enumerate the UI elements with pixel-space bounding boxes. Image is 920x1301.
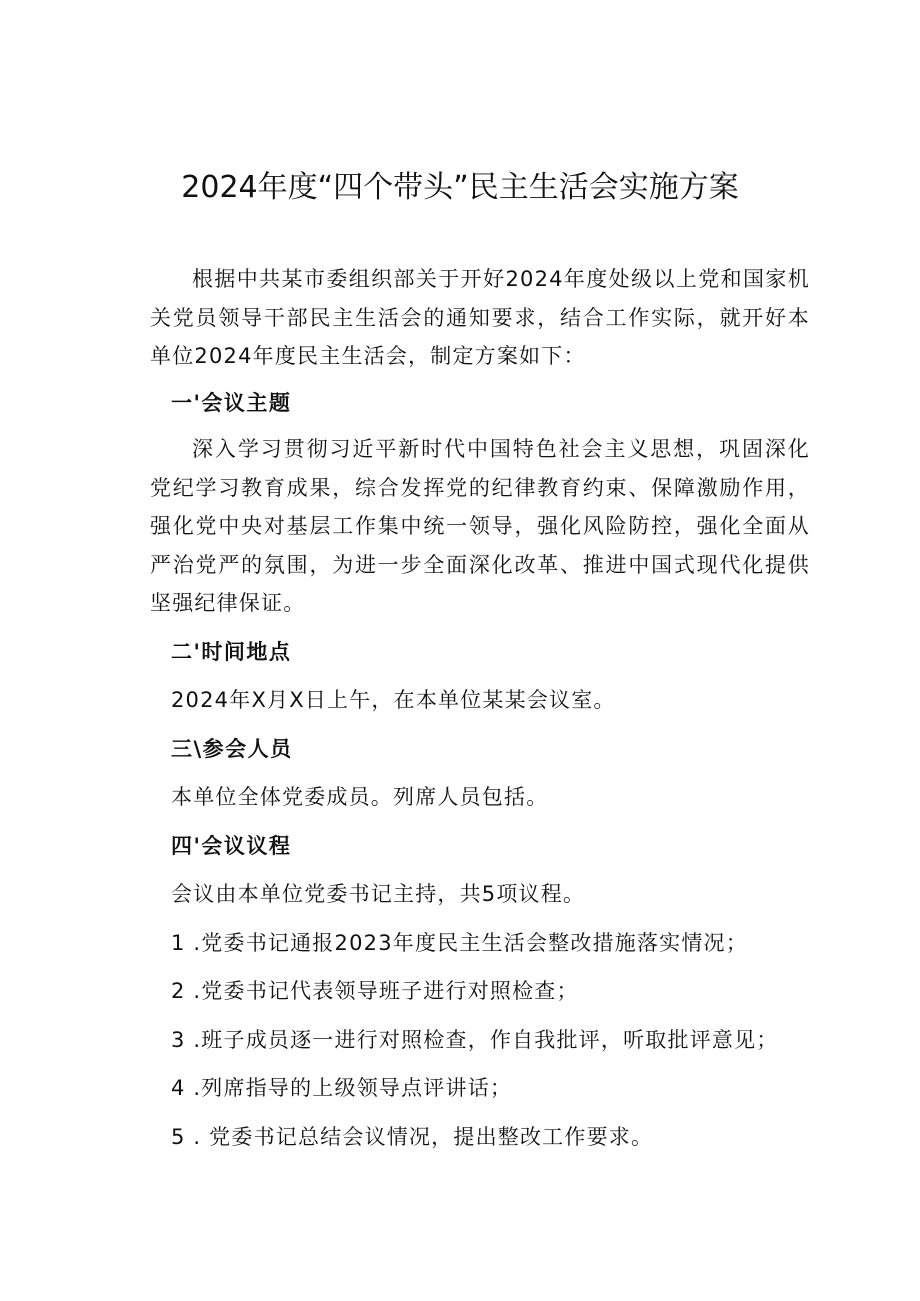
section-heading-time-place: 二'时间地点 — [171, 639, 292, 664]
agenda-item: 2 .党委书记代表领导班子进行对照检查； — [171, 979, 579, 1003]
intro-paragraph: 根据中共某市委组织部关于开好2024年度处级以上党和国家机关党员领导干部民主生活会的通知要求，结合工作实际，就开好本单位2024年度民主生活会，制定方案如下： — [150, 267, 810, 368]
section-heading-agenda: 四'会议议程 — [171, 833, 292, 858]
agenda-item: 1 .党委书记通报2023年度民主生活会整改措施落实情况； — [171, 930, 748, 955]
agenda-item: 3 .班子成员逐一进行对照检查，作自我批评，听取批评意见； — [171, 1027, 779, 1052]
section-heading-theme: 一'会议主题 — [171, 390, 292, 415]
section-heading-attendees: 三\参会人员 — [171, 736, 293, 761]
agenda-item: 4 .列席指导的上级领导点评讲话； — [171, 1076, 513, 1100]
theme-paragraph: 深入学习贯彻习近平新时代中国特色社会主义思想，巩固深化党纪学习教育成果，综合发挥党的纪律教育约束、保障激励作用，强化党中央对基层工作集中统一领导，强化风险防控，强化全面从严治党严的氛围，为进一步全面深化改革、推进中国式现代化提供坚强纪律保证。 — [150, 437, 810, 615]
attendees-line: 本单位全体党委成员。列席人员包括。 — [171, 785, 549, 809]
document-title: 2024年度“四个带头”民主生活会实施方案 — [181, 170, 739, 205]
document-body — [150, 260, 810, 1156]
agenda-intro-line: 会议由本单位党委书记主持，共5项议程。 — [171, 882, 586, 906]
agenda-item: 5 . 党委书记总结会议情况，提出整改工作要求。 — [171, 1124, 654, 1149]
time-place-line: 2024年X月X日上午，在本单位某某会议室。 — [171, 688, 616, 712]
